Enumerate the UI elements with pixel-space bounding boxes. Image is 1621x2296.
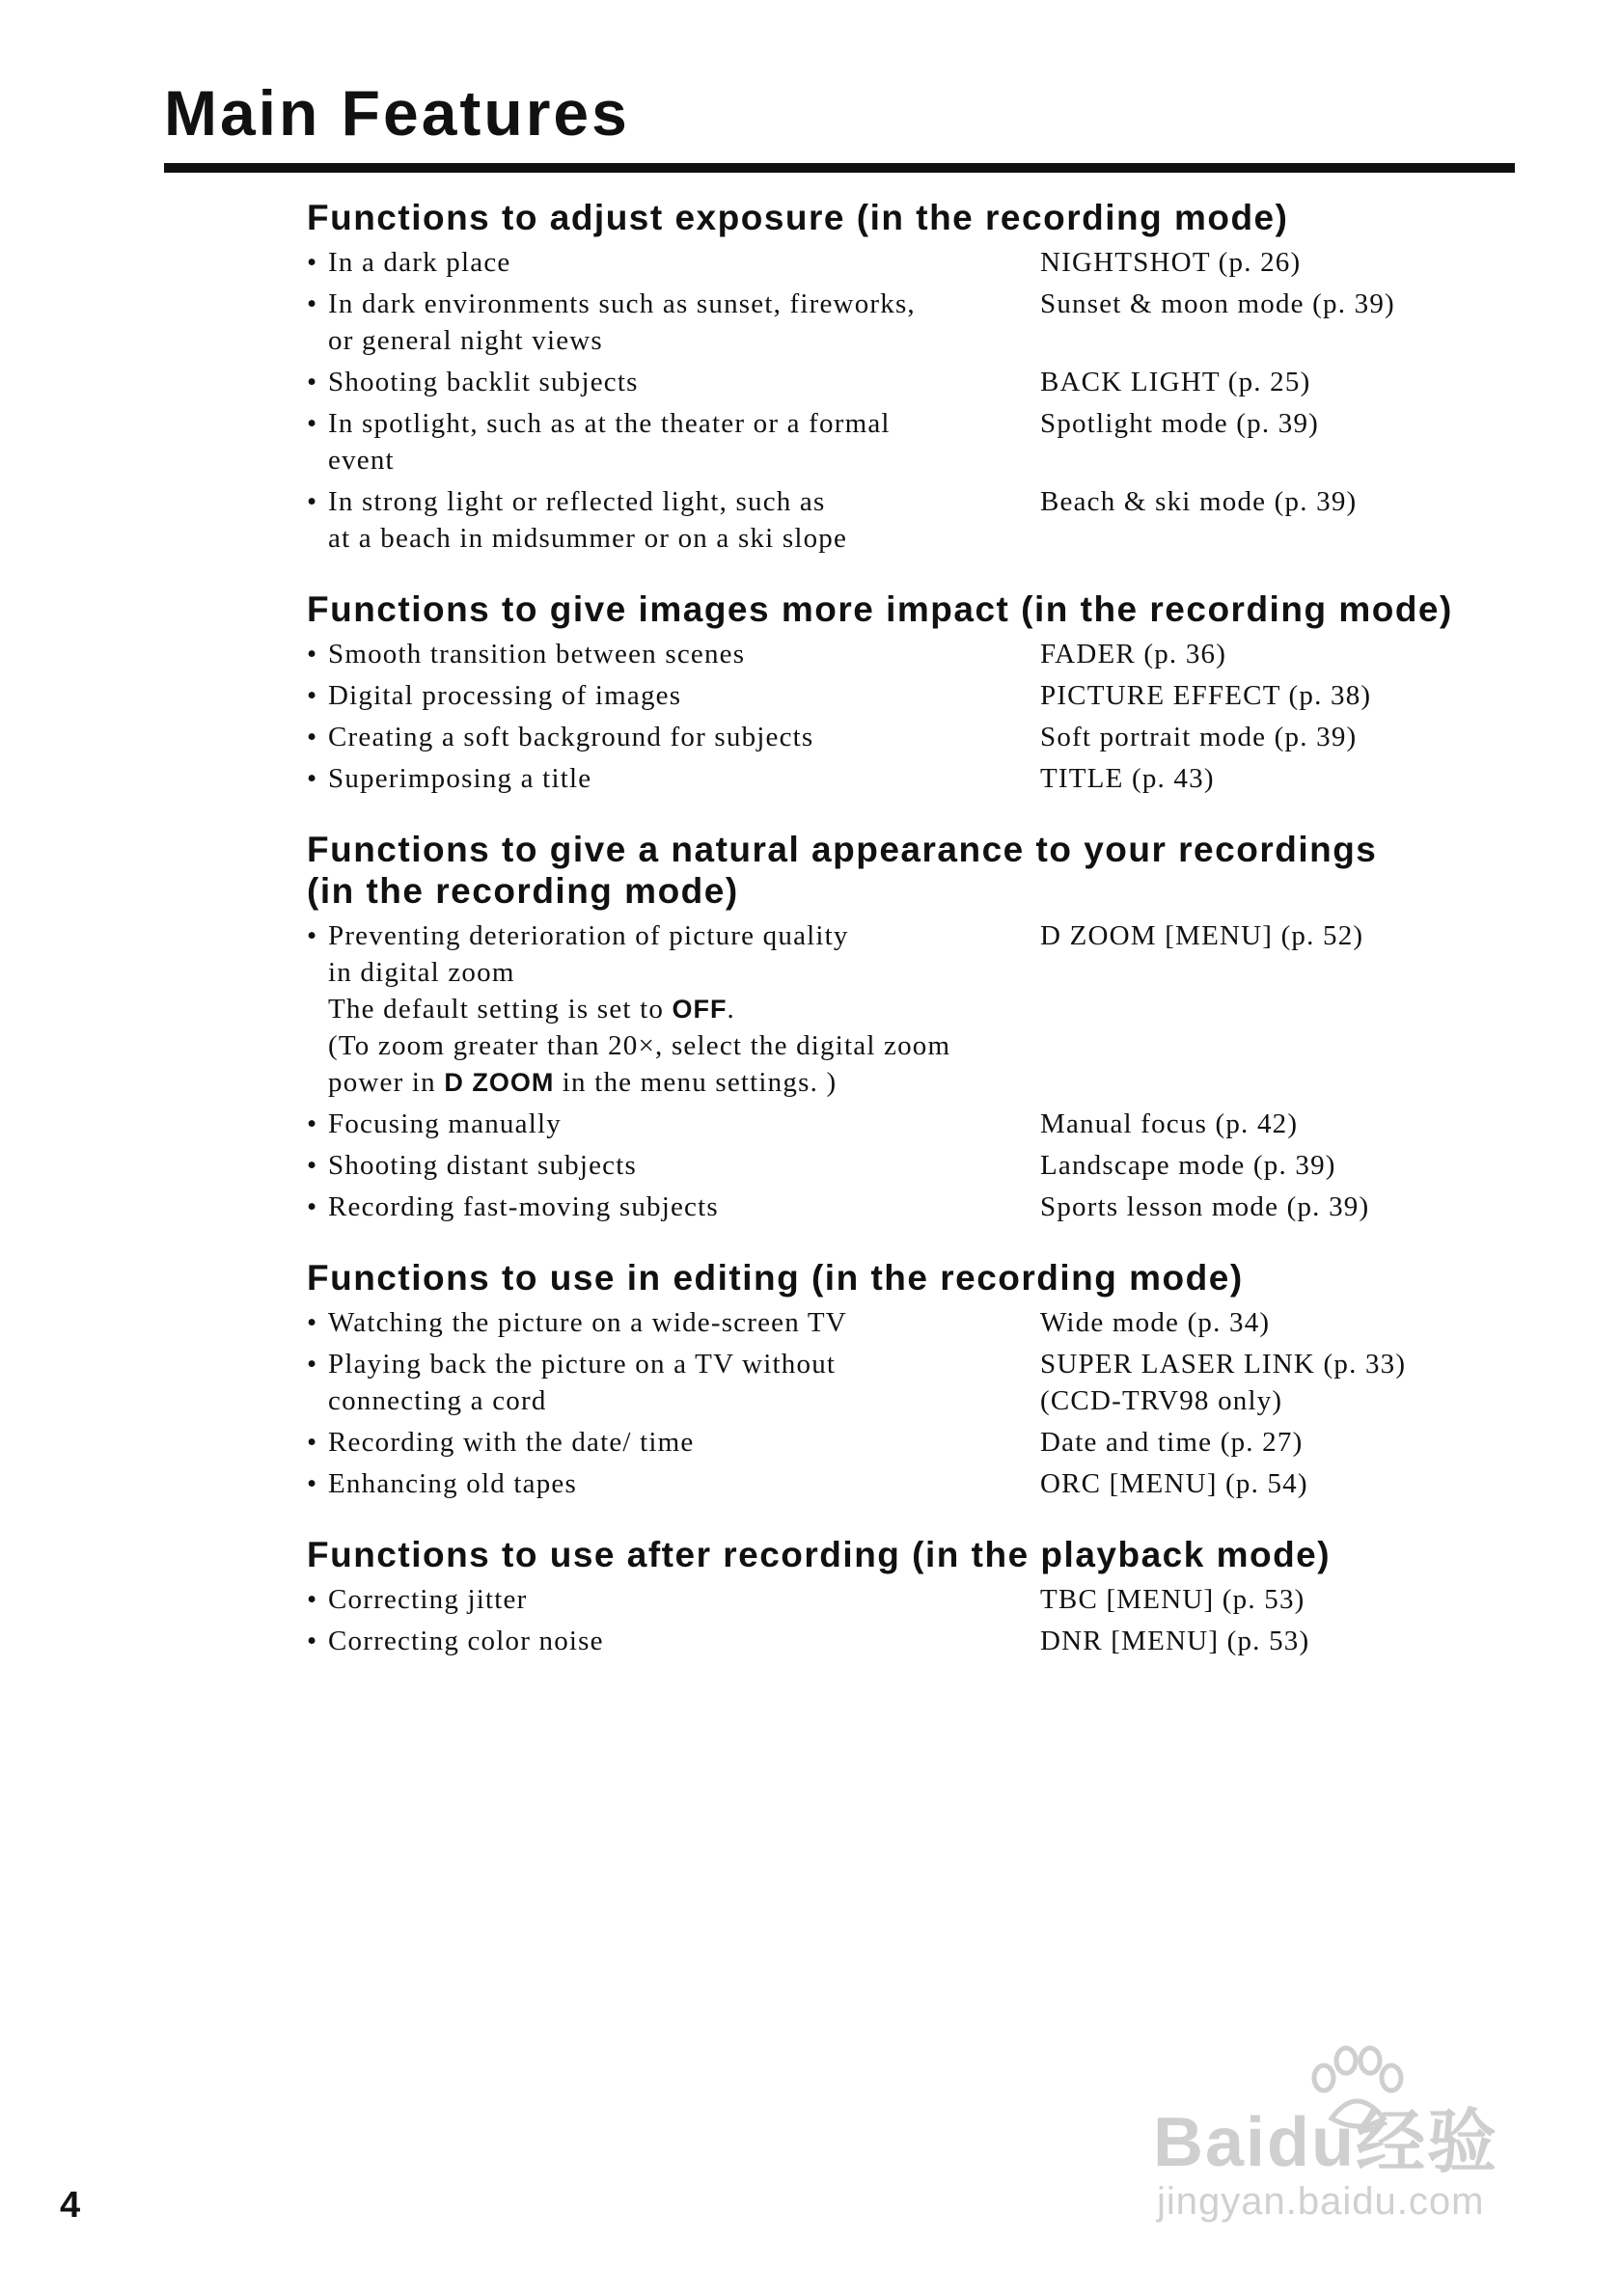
feature-description: In spotlight, such as at the theater or a formal event <box>328 408 891 476</box>
section-heading-line1: Functions to give a natural appearance to your recordings <box>307 830 1378 869</box>
feature-reference: PICTURE EFFECT (p. 38) <box>1040 680 1372 711</box>
bullet-icon: • <box>307 1150 318 1181</box>
watermark-url: jingyan.baidu.com <box>1157 2180 1485 2223</box>
feature-description: Enhancing old tapes <box>328 1468 577 1499</box>
feature-row <box>307 364 1523 400</box>
section-heading: Functions to adjust exposure (in the recording mode) <box>307 198 1289 237</box>
feature-description: Shooting backlit subjects <box>328 367 639 397</box>
feature-description: In strong light or reflected light, such as at a beach in midsummer or on a ski slope <box>328 486 848 554</box>
bullet-icon: • <box>307 486 318 517</box>
feature-row <box>307 1189 1523 1225</box>
feature-reference: Beach & ski mode (p. 39) <box>1040 486 1358 517</box>
feature-reference: Landscape mode (p. 39) <box>1040 1150 1336 1181</box>
features-content <box>307 197 1523 1691</box>
bullet-icon: • <box>307 639 318 670</box>
feature-description: Recording with the date/ time <box>328 1427 695 1458</box>
feature-row <box>307 1106 1523 1142</box>
feature-row <box>307 719 1523 755</box>
feature-description: Digital processing of images <box>328 680 682 711</box>
feature-reference: Spotlight mode (p. 39) <box>1040 408 1320 439</box>
feature-reference: DNR [MENU] (p. 53) <box>1040 1626 1310 1656</box>
feature-description: Correcting color noise <box>328 1626 604 1656</box>
bullet-icon: • <box>307 1307 318 1338</box>
bullet-icon: • <box>307 408 318 439</box>
feature-description: Focusing manually <box>328 1108 562 1139</box>
feature-row-dzoom <box>307 917 1523 1101</box>
section-natural-appearance <box>307 829 1523 1225</box>
section-heading: Functions to use after recording (in the playback mode) <box>307 1535 1332 1574</box>
zoom-note: (To zoom greater than 20×, select the digital zoom <box>328 1030 951 1061</box>
bullet-icon: • <box>307 1584 318 1615</box>
feature-row <box>307 1465 1523 1502</box>
bullet-icon: • <box>307 722 318 752</box>
default-setting-suffix: . <box>727 994 735 1025</box>
section-heading: Functions to use in editing (in the recording mode) <box>307 1258 1244 1298</box>
power-prefix: power in <box>328 1067 445 1098</box>
feature-description: Smooth transition between scenes <box>328 639 746 670</box>
bullet-icon: • <box>307 1349 318 1380</box>
bullet-icon: • <box>307 680 318 711</box>
bullet-icon: • <box>307 1108 318 1139</box>
feature-reference: FADER (p. 36) <box>1040 639 1227 670</box>
feature-description: Correcting jitter <box>328 1584 528 1615</box>
feature-row <box>307 405 1523 478</box>
feature-reference: Date and time (p. 27) <box>1040 1427 1304 1458</box>
feature-reference: D ZOOM [MENU] (p. 52) <box>1040 920 1364 951</box>
feature-reference: TITLE (p. 43) <box>1040 763 1215 794</box>
feature-row <box>307 1623 1523 1659</box>
feature-row <box>307 483 1523 557</box>
feature-row <box>307 677 1523 714</box>
feature-reference: Wide mode (p. 34) <box>1040 1307 1271 1338</box>
default-setting-prefix: The default setting is set to <box>328 994 673 1025</box>
title-underline <box>164 163 1515 173</box>
feature-row <box>307 760 1523 797</box>
section-heading-line2: (in the recording mode) <box>307 871 739 911</box>
feature-reference: Manual focus (p. 42) <box>1040 1108 1299 1139</box>
section-heading: Functions to give images more impact (in the recording mode) <box>307 589 1453 629</box>
page-title: Main Features <box>164 77 630 149</box>
feature-reference: Sports lesson mode (p. 39) <box>1040 1191 1370 1222</box>
dzoom-setting-name: D ZOOM <box>444 1068 555 1097</box>
feature-description: Creating a soft background for subjects <box>328 722 814 752</box>
feature-reference: NIGHTSHOT (p. 26) <box>1040 247 1302 278</box>
bullet-icon: • <box>307 1427 318 1458</box>
feature-reference: SUPER LASER LINK (p. 33) (CCD-TRV98 only) <box>1040 1349 1407 1416</box>
feature-description: Playing back the picture on a TV without connecting a cord <box>328 1349 837 1416</box>
bullet-icon: • <box>307 288 318 319</box>
feature-reference: TBC [MENU] (p. 53) <box>1040 1584 1305 1615</box>
feature-row <box>307 1581 1523 1618</box>
feature-description: Shooting distant subjects <box>328 1150 637 1181</box>
dzoom-desc-line2: in digital zoom <box>328 957 515 988</box>
page-number: 4 <box>60 2185 81 2226</box>
feature-description: In a dark place <box>328 247 511 278</box>
watermark-logo: Baidu经验 <box>1153 2104 1499 2181</box>
section-editing <box>307 1257 1523 1502</box>
power-suffix: in the menu settings. ) <box>554 1067 838 1098</box>
default-setting-value: OFF <box>672 995 728 1024</box>
feature-reference: Sunset & moon mode (p. 39) <box>1040 288 1395 319</box>
bullet-icon: • <box>307 247 318 278</box>
bullet-icon: • <box>307 1468 318 1499</box>
feature-row <box>307 1147 1523 1184</box>
feature-description: In dark environments such as sunset, fireworks, or general night views <box>328 288 916 356</box>
section-heading <box>307 829 1523 912</box>
section-after-recording <box>307 1534 1523 1659</box>
feature-reference: ORC [MENU] (p. 54) <box>1040 1468 1308 1499</box>
bullet-icon: • <box>307 367 318 397</box>
section-impact <box>307 588 1523 797</box>
feature-row <box>307 1304 1523 1341</box>
feature-reference: Soft portrait mode (p. 39) <box>1040 722 1358 752</box>
feature-row <box>307 636 1523 672</box>
bullet-icon: • <box>307 1191 318 1222</box>
bullet-icon: • <box>307 920 318 951</box>
feature-description: Watching the picture on a wide-screen TV <box>328 1307 847 1338</box>
bullet-icon: • <box>307 763 318 794</box>
feature-row <box>307 1346 1523 1419</box>
feature-description <box>328 917 1032 1101</box>
feature-description: Superimposing a title <box>328 763 592 794</box>
section-exposure <box>307 197 1523 557</box>
feature-description: Recording fast-moving subjects <box>328 1191 719 1222</box>
dzoom-desc-line1: Preventing deterioration of picture quality <box>328 920 849 951</box>
feature-row <box>307 244 1523 281</box>
feature-reference: BACK LIGHT (p. 25) <box>1040 367 1311 397</box>
bullet-icon: • <box>307 1626 318 1656</box>
feature-row <box>307 286 1523 359</box>
watermark <box>1143 2045 1539 2238</box>
feature-row <box>307 1424 1523 1461</box>
